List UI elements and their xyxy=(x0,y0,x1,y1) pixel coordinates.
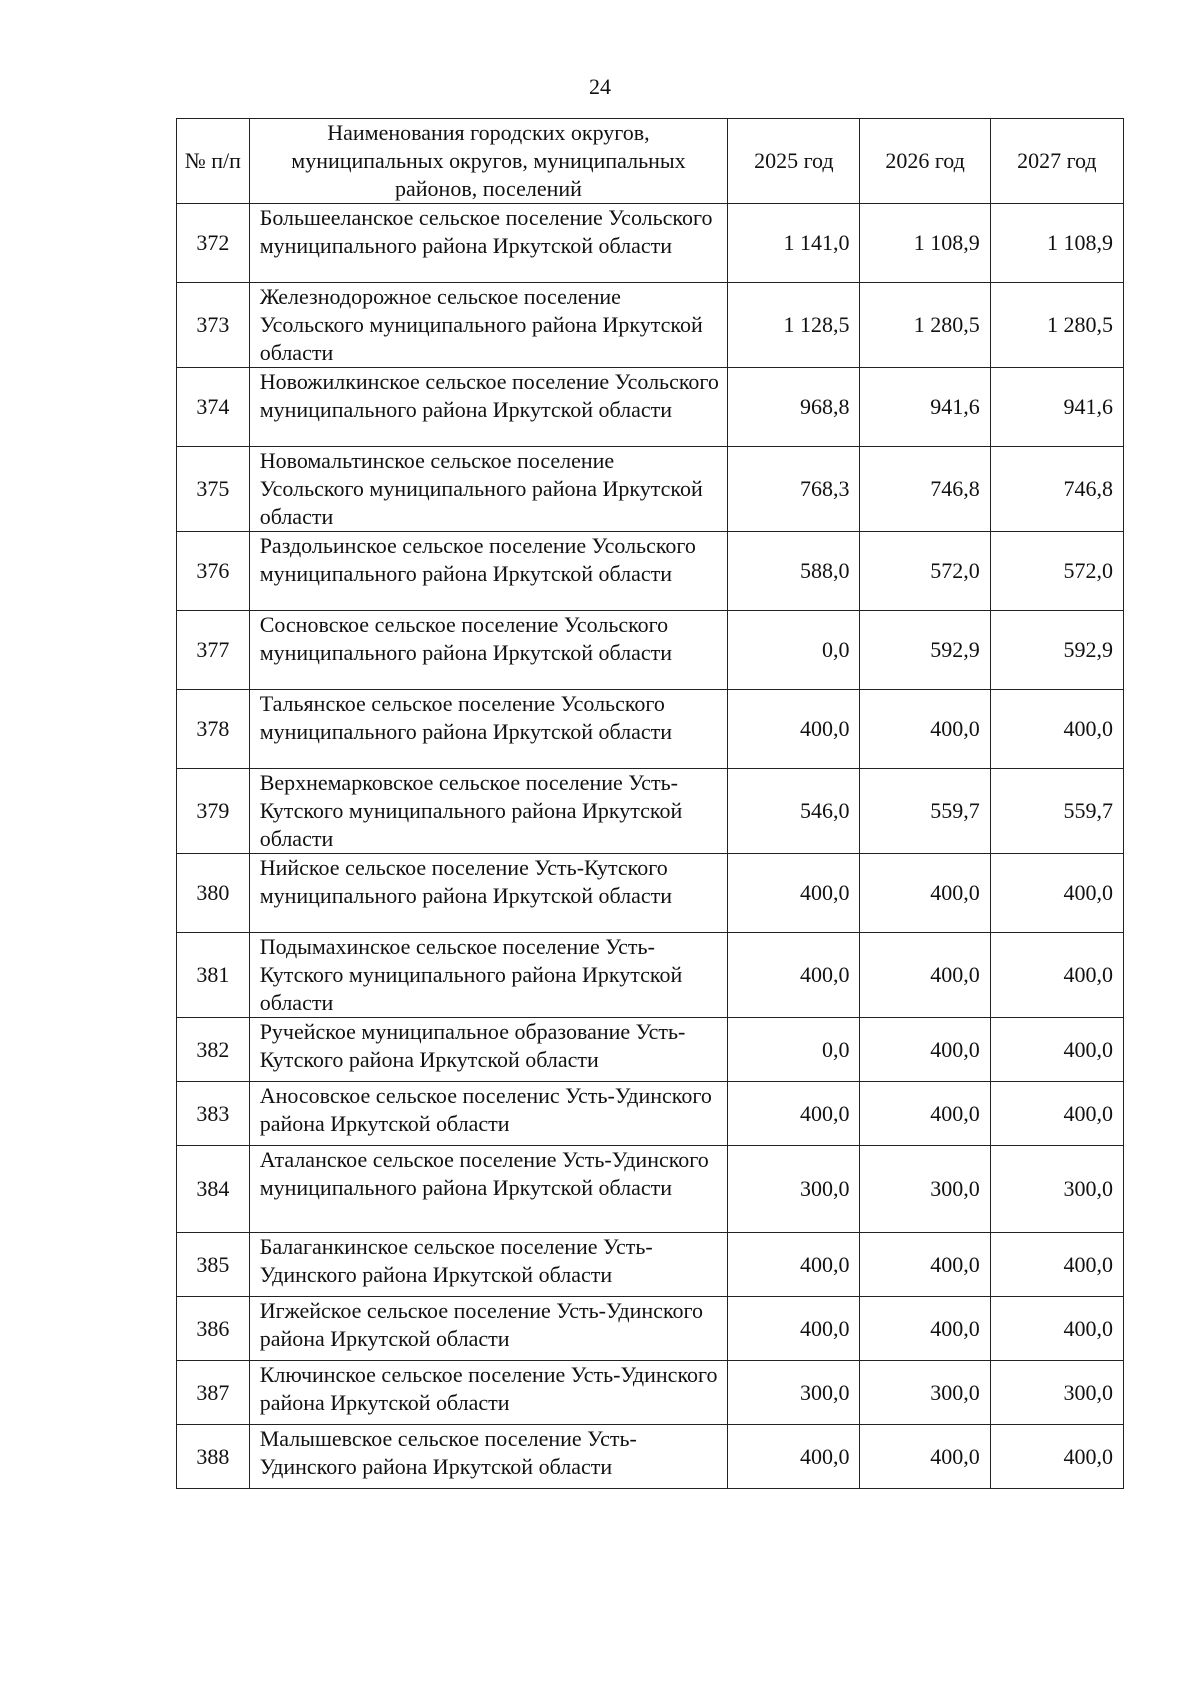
page-number: 24 xyxy=(589,74,611,99)
value-2025: 400,0 xyxy=(728,1425,860,1489)
municipality-name: Железнодорожное сельское поселение Усольского муниципального района Иркутской области xyxy=(249,283,728,368)
municipality-name: Аталанское сельское поселение Усть-Удинского муниципального района Иркутской области xyxy=(249,1146,728,1233)
value-2027: 400,0 xyxy=(990,1425,1123,1489)
municipality-name: Тальянское сельское поселение Усольского муниципального района Иркутской области xyxy=(249,690,728,769)
row-number: 377 xyxy=(177,611,250,690)
row-number: 387 xyxy=(177,1361,250,1425)
row-number: 383 xyxy=(177,1082,250,1146)
value-2026: 400,0 xyxy=(860,854,990,933)
value-2025: 300,0 xyxy=(728,1361,860,1425)
value-2026: 400,0 xyxy=(860,1297,990,1361)
table-row xyxy=(177,769,1124,854)
municipality-name: Нийское сельское поселение Усть-Кутского муниципального района Иркутской области xyxy=(249,854,728,933)
value-2027: 400,0 xyxy=(990,1018,1123,1082)
value-2025: 968,8 xyxy=(728,368,860,447)
municipality-name: Игжейское сельское поселение Усть-Удинского района Иркутской области xyxy=(249,1297,728,1361)
value-2026: 400,0 xyxy=(860,1082,990,1146)
table-row xyxy=(177,1146,1124,1233)
value-2025: 1 141,0 xyxy=(728,204,860,283)
value-2026: 572,0 xyxy=(860,532,990,611)
value-2026: 400,0 xyxy=(860,1425,990,1489)
row-number: 382 xyxy=(177,1018,250,1082)
row-number: 381 xyxy=(177,933,250,1018)
table-row xyxy=(177,1297,1124,1361)
value-2025: 400,0 xyxy=(728,1082,860,1146)
value-2025: 0,0 xyxy=(728,611,860,690)
table-row xyxy=(177,1082,1124,1146)
table-row xyxy=(177,933,1124,1018)
row-number: 373 xyxy=(177,283,250,368)
municipality-name: Раздольинское сельское поселение Усольского муниципального района Иркутской области xyxy=(249,532,728,611)
value-2025: 300,0 xyxy=(728,1146,860,1233)
table-row xyxy=(177,532,1124,611)
value-2026: 300,0 xyxy=(860,1146,990,1233)
value-2026: 941,6 xyxy=(860,368,990,447)
value-2027: 941,6 xyxy=(990,368,1123,447)
value-2026: 300,0 xyxy=(860,1361,990,1425)
value-2027: 746,8 xyxy=(990,447,1123,532)
row-number: 388 xyxy=(177,1425,250,1489)
row-number: 385 xyxy=(177,1233,250,1297)
value-2027: 400,0 xyxy=(990,1233,1123,1297)
value-2026: 592,9 xyxy=(860,611,990,690)
value-2025: 400,0 xyxy=(728,1233,860,1297)
table-row xyxy=(177,1425,1124,1489)
header-year-2026: 2026 год xyxy=(860,119,990,204)
value-2027: 400,0 xyxy=(990,1297,1123,1361)
value-2026: 746,8 xyxy=(860,447,990,532)
table-body xyxy=(177,204,1124,1489)
value-2027: 572,0 xyxy=(990,532,1123,611)
table-row xyxy=(177,204,1124,283)
value-2025: 400,0 xyxy=(728,1297,860,1361)
value-2027: 300,0 xyxy=(990,1146,1123,1233)
municipality-name: Сосновское сельское поселение Усольского муниципального района Иркутской области xyxy=(249,611,728,690)
value-2025: 768,3 xyxy=(728,447,860,532)
value-2027: 400,0 xyxy=(990,854,1123,933)
header-row-number: № п/п xyxy=(177,119,250,204)
row-number: 380 xyxy=(177,854,250,933)
value-2027: 400,0 xyxy=(990,933,1123,1018)
table-header xyxy=(177,119,1124,204)
value-2025: 0,0 xyxy=(728,1018,860,1082)
municipality-name: Малышевское сельское поселение Усть-Удинского района Иркутской области xyxy=(249,1425,728,1489)
table-row xyxy=(177,611,1124,690)
value-2025: 400,0 xyxy=(728,854,860,933)
value-2026: 400,0 xyxy=(860,1233,990,1297)
value-2026: 400,0 xyxy=(860,1018,990,1082)
municipality-name: Новожилкинское сельское поселение Усольского муниципального района Иркутской области xyxy=(249,368,728,447)
municipality-name: Ключинское сельское поселение Усть-Удинского района Иркутской области xyxy=(249,1361,728,1425)
municipality-name: Верхнемарковское сельское поселение Усть-Кутского муниципального района Иркутской области xyxy=(249,769,728,854)
row-number: 374 xyxy=(177,368,250,447)
table-row xyxy=(177,1018,1124,1082)
value-2026: 1 280,5 xyxy=(860,283,990,368)
municipality-name: Ручейское муниципальное образование Усть-Кутского района Иркутской области xyxy=(249,1018,728,1082)
budget-table xyxy=(176,118,1124,1489)
value-2027: 400,0 xyxy=(990,1082,1123,1146)
value-2025: 546,0 xyxy=(728,769,860,854)
table-row xyxy=(177,690,1124,769)
municipality-name: Большееланское сельское поселение Усольского муниципального района Иркутской области xyxy=(249,204,728,283)
table-row xyxy=(177,854,1124,933)
row-number: 386 xyxy=(177,1297,250,1361)
value-2027: 300,0 xyxy=(990,1361,1123,1425)
row-number: 378 xyxy=(177,690,250,769)
row-number: 379 xyxy=(177,769,250,854)
municipality-name: Подымахинское сельское поселение Усть-Кутского муниципального района Иркутской области xyxy=(249,933,728,1018)
header-row xyxy=(177,119,1124,204)
value-2025: 400,0 xyxy=(728,690,860,769)
table-row xyxy=(177,1233,1124,1297)
municipality-name: Балаганкинское сельское поселение Усть-Удинского района Иркутской области xyxy=(249,1233,728,1297)
value-2025: 400,0 xyxy=(728,933,860,1018)
table-row xyxy=(177,283,1124,368)
table-row xyxy=(177,447,1124,532)
value-2026: 400,0 xyxy=(860,933,990,1018)
table-row xyxy=(177,1361,1124,1425)
row-number: 372 xyxy=(177,204,250,283)
municipality-name: Аносовское сельское поселенис Усть-Удинского района Иркутской области xyxy=(249,1082,728,1146)
header-year-2027: 2027 год xyxy=(990,119,1123,204)
value-2027: 592,9 xyxy=(990,611,1123,690)
value-2027: 400,0 xyxy=(990,690,1123,769)
value-2026: 400,0 xyxy=(860,690,990,769)
row-number: 375 xyxy=(177,447,250,532)
value-2025: 1 128,5 xyxy=(728,283,860,368)
row-number: 376 xyxy=(177,532,250,611)
header-municipality-name: Наименования городских округов, муниципальных округов, муниципальных районов, поселений xyxy=(249,119,728,204)
value-2026: 559,7 xyxy=(860,769,990,854)
value-2026: 1 108,9 xyxy=(860,204,990,283)
value-2025: 588,0 xyxy=(728,532,860,611)
value-2027: 1 108,9 xyxy=(990,204,1123,283)
municipality-name: Новомальтинское сельское поселение Усольского муниципального района Иркутской области xyxy=(249,447,728,532)
row-number: 384 xyxy=(177,1146,250,1233)
header-year-2025: 2025 год xyxy=(728,119,860,204)
value-2027: 559,7 xyxy=(990,769,1123,854)
table-row xyxy=(177,368,1124,447)
value-2027: 1 280,5 xyxy=(990,283,1123,368)
